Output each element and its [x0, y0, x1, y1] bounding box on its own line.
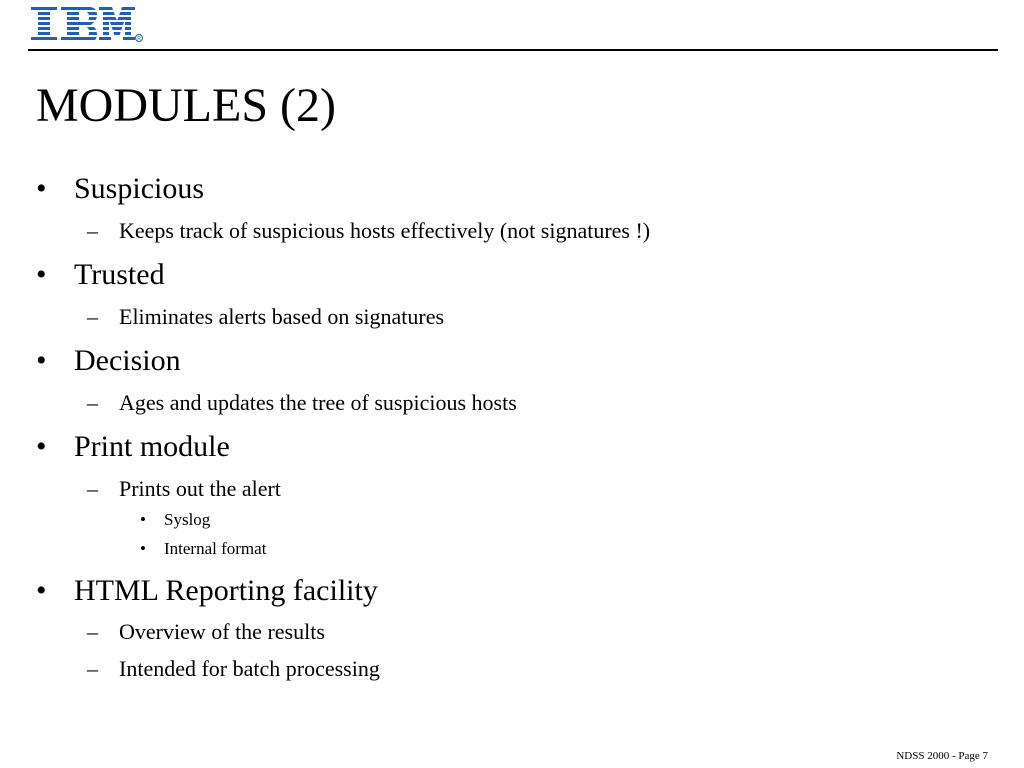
sub-sub-item-label: Internal format — [164, 539, 267, 558]
sub-item-label: Prints out the alert — [119, 476, 281, 501]
bullet-icon: • — [36, 258, 47, 291]
dash-icon: – — [87, 390, 98, 415]
dash-icon: – — [87, 476, 98, 501]
sub-item-label: Intended for batch processing — [119, 656, 380, 681]
dash-icon: – — [87, 619, 98, 644]
bullet-icon: • — [36, 344, 47, 377]
bullet-icon: • — [36, 172, 47, 205]
bullet-icon: • — [36, 430, 47, 463]
slide-title: MODULES (2) — [36, 79, 336, 132]
footer-page-number: NDSS 2000 - Page 7 — [896, 750, 988, 762]
dash-icon: – — [87, 304, 98, 329]
sub-item-label: Eliminates alerts based on signatures — [119, 304, 445, 329]
dash-icon: – — [87, 656, 98, 681]
list-item-label: Trusted — [74, 258, 165, 291]
bullet-icon: • — [36, 574, 47, 607]
sub-sub-item-label: Syslog — [164, 510, 211, 529]
list-item-label: HTML Reporting facility — [74, 574, 378, 607]
bullet-icon: • — [140, 539, 146, 558]
dash-icon: – — [87, 218, 98, 243]
list-item-label: Suspicious — [74, 172, 205, 205]
svg-text:R: R — [137, 36, 141, 42]
sub-item-label: Keeps track of suspicious hosts effectively (not signatures !) — [119, 218, 651, 243]
list-item-label: Decision — [74, 344, 181, 377]
bullet-icon: • — [140, 510, 146, 529]
sub-item-label: Overview of the results — [119, 619, 325, 644]
sub-item-label: Ages and updates the tree of suspicious hosts — [119, 390, 517, 415]
list-item-label: Print module — [74, 430, 230, 463]
